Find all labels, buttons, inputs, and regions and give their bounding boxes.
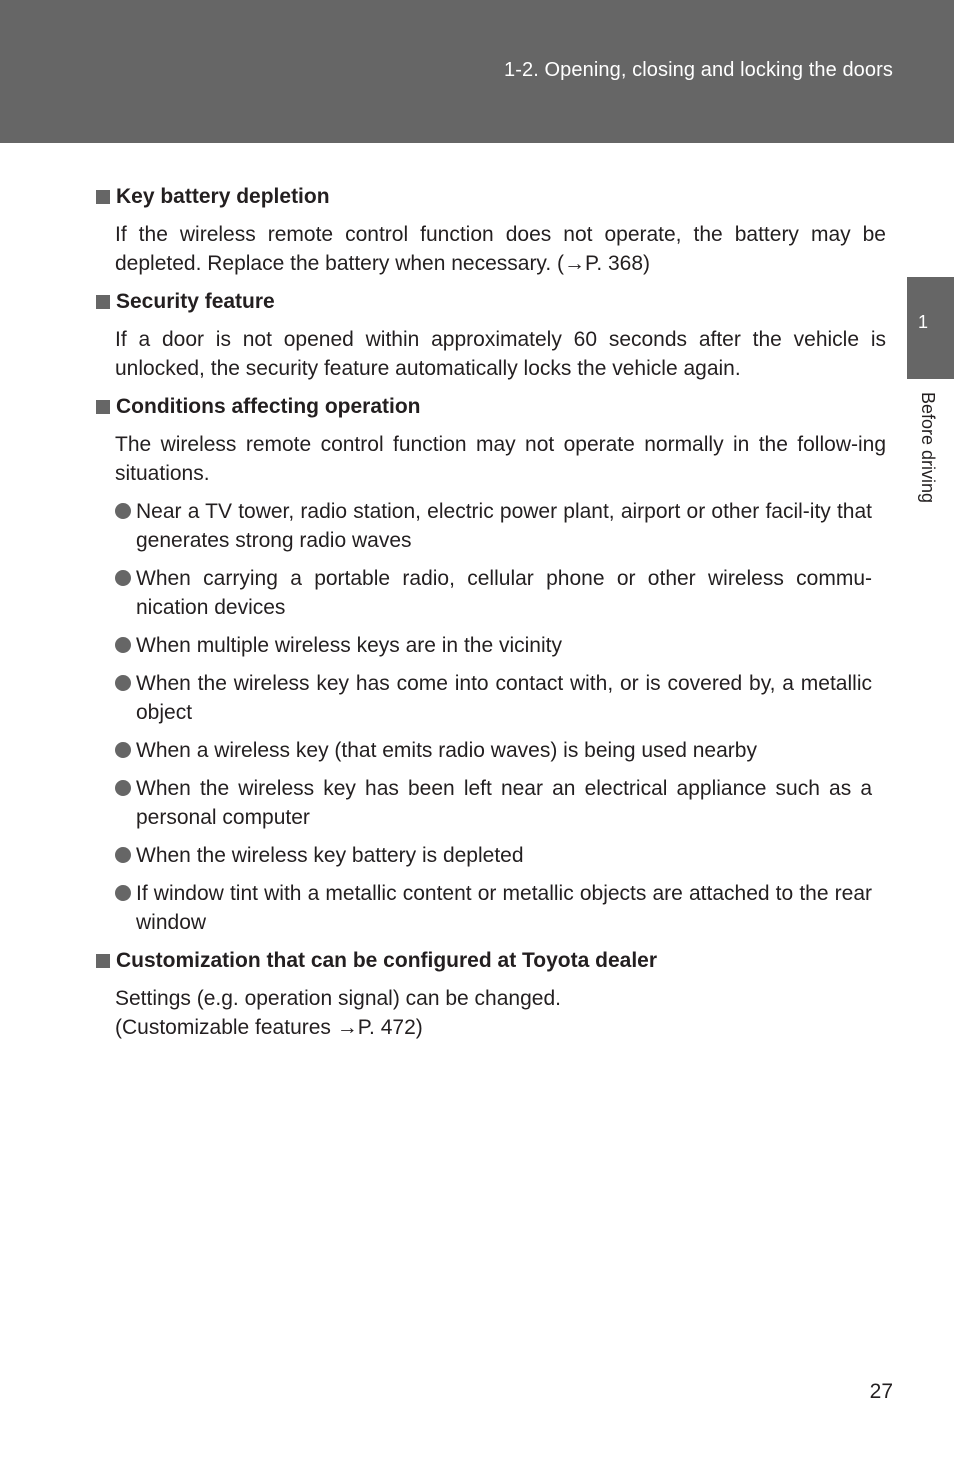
section-heading	[96, 287, 886, 316]
section-paragraph-line: Settings (e.g. operation signal) can be changed.	[115, 987, 561, 1010]
chapter-tab-number: 1	[917, 312, 928, 332]
section-security-feature	[96, 287, 886, 383]
chapter-tab	[907, 277, 954, 379]
circle-bullet-icon	[115, 780, 131, 796]
section-paragraph: If the wireless remote control function does not operate, the battery may be depleted. Replace the battery when necessary. (→P. 368)	[115, 223, 886, 275]
square-bullet-icon	[96, 954, 110, 968]
circle-bullet-icon	[115, 885, 131, 901]
section-heading-text: Security feature	[116, 290, 275, 313]
list-item	[115, 879, 872, 937]
circle-bullet-icon	[115, 847, 131, 863]
list-item-text: When the wireless key has come into contact with, or is covered by, a metallic object	[136, 672, 872, 724]
list-item	[115, 669, 872, 727]
list-item	[115, 774, 872, 832]
condition-list	[96, 497, 886, 937]
list-item	[115, 631, 872, 660]
section-heading-text: Conditions affecting operation	[116, 395, 421, 418]
circle-bullet-icon	[115, 637, 131, 653]
list-item	[115, 564, 872, 622]
circle-bullet-icon	[115, 742, 131, 758]
page-content	[96, 182, 886, 1051]
page-number: 27	[869, 1380, 893, 1403]
section-customization	[96, 946, 886, 1042]
list-item-text: When the wireless key battery is depleted	[136, 844, 524, 867]
section-paragraph: The wireless remote control function may not operate normally in the follow-ing situations.	[115, 433, 886, 485]
list-item-text: When multiple wireless keys are in the vicinity	[136, 634, 562, 657]
chapter-tab-label: Before driving	[918, 392, 938, 504]
section-heading	[96, 182, 886, 211]
chapter-title: 1-2. Opening, closing and locking the doors	[504, 59, 893, 81]
list-item	[115, 841, 872, 870]
list-item-text: When a wireless key (that emits radio waves) is being used nearby	[136, 739, 757, 762]
list-item	[115, 497, 872, 555]
section-paragraph-line: (Customizable features →P. 472)	[115, 1016, 423, 1039]
square-bullet-icon	[96, 400, 110, 414]
section-paragraph: If a door is not opened within approximately 60 seconds after the vehicle is unlocked, the security feature automatically locks the vehicle again.	[115, 328, 886, 380]
section-conditions-affecting-operation	[96, 392, 886, 937]
square-bullet-icon	[96, 295, 110, 309]
page-header	[0, 0, 954, 143]
circle-bullet-icon	[115, 503, 131, 519]
list-item	[115, 736, 872, 765]
section-heading-text: Customization that can be configured at Toyota dealer	[116, 949, 658, 972]
list-item-text: When the wireless key has been left near an electrical appliance such as a personal computer	[136, 777, 872, 829]
circle-bullet-icon	[115, 675, 131, 691]
list-item-text: If window tint with a metallic content or metallic objects are attached to the rear window	[136, 882, 872, 934]
section-heading	[96, 392, 886, 421]
list-item-text: When carrying a portable radio, cellular phone or other wireless commu-nication devices	[136, 567, 872, 619]
list-item-text: Near a TV tower, radio station, electric power plant, airport or other facil-ity that generates strong radio waves	[136, 500, 872, 552]
circle-bullet-icon	[115, 570, 131, 586]
section-key-battery-depletion	[96, 182, 886, 278]
section-heading-text: Key battery depletion	[116, 185, 330, 208]
square-bullet-icon	[96, 190, 110, 204]
section-heading	[96, 946, 886, 975]
